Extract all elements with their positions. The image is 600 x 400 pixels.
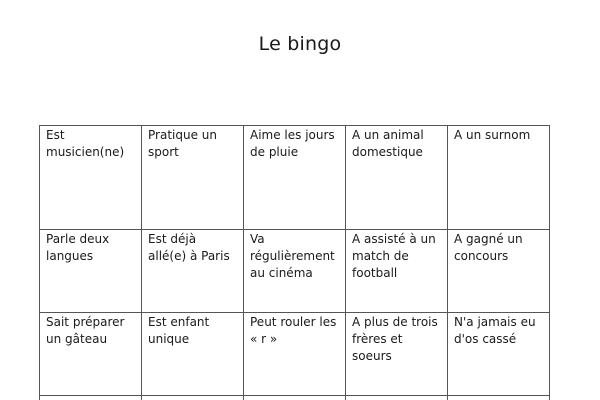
bingo-cell: Peut rouler les « r » — [244, 313, 346, 396]
page-title: Le bingo — [258, 33, 342, 55]
bingo-cell: Est déjà allé(e) à Paris — [142, 230, 244, 313]
bingo-cell: Est musicien(ne) — [40, 126, 142, 230]
bingo-cell: A un surnom — [448, 126, 550, 230]
bingo-cell: N'a jamais eu d'os cassé — [448, 313, 550, 396]
bingo-cell — [244, 396, 346, 400]
bingo-cell: Est enfant unique — [142, 313, 244, 396]
bingo-row — [40, 230, 550, 313]
bingo-cell: Sait préparer un gâteau — [40, 313, 142, 396]
bingo-cell — [448, 396, 550, 400]
bingo-row — [40, 313, 550, 396]
bingo-cell: Pratique un sport — [142, 126, 244, 230]
bingo-cell — [40, 396, 142, 400]
bingo-grid — [39, 125, 550, 400]
bingo-cell: Va régulièrement au cinéma — [244, 230, 346, 313]
bingo-row — [40, 396, 550, 400]
bingo-cell: Parle deux langues — [40, 230, 142, 313]
bingo-cell — [142, 396, 244, 400]
bingo-cell: A un animal domestique — [346, 126, 448, 230]
bingo-row — [40, 126, 550, 230]
bingo-cell: A plus de trois frères et soeurs — [346, 313, 448, 396]
bingo-cell — [346, 396, 448, 400]
bingo-cell: A gagné un concours — [448, 230, 550, 313]
bingo-cell: Aime les jours de pluie — [244, 126, 346, 230]
bingo-cell: A assisté à un match de football — [346, 230, 448, 313]
